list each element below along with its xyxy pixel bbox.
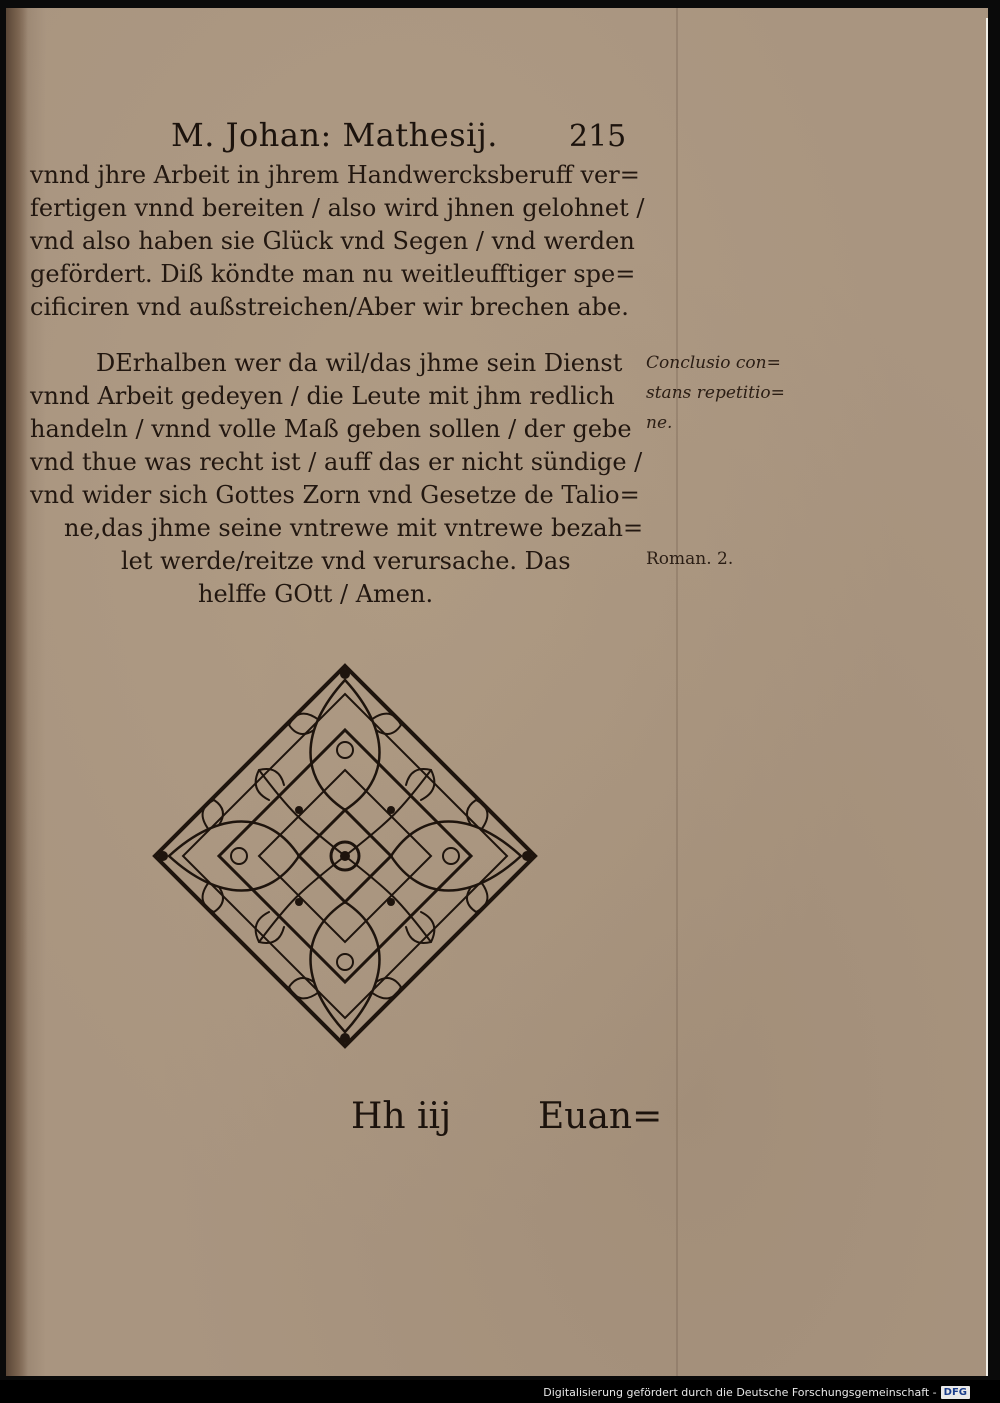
- marginal-note: stans repetitio=: [646, 383, 785, 403]
- body-line: vnnd jhre Arbeit in jhrem Handwercksberuff ver=: [30, 161, 640, 189]
- scan-calibration-strip: [986, 18, 988, 1376]
- conclusion-line: let werde/reitze vnd verursache. Das: [121, 547, 571, 575]
- body-line: gefördert. Diß köndte man nu weitleufftiger spe=: [30, 260, 636, 288]
- conclusion-line: ne,das jhme seine vntrewe mit vntrewe bezah=: [64, 514, 644, 542]
- conclusion-line: vnd wider sich Gottes Zorn vnd Gesetze de Talio=: [30, 481, 640, 509]
- body-line: vnd also haben sie Glück vnd Segen / vnd werden: [30, 227, 635, 255]
- marginal-note: ne.: [646, 413, 673, 433]
- signature-mark: Hh iij: [351, 1096, 452, 1137]
- book-page: [6, 8, 988, 1376]
- dfg-logo-icon: DFG: [941, 1386, 970, 1399]
- marginal-note: Conclusio con=: [646, 353, 781, 373]
- page-fold: [676, 8, 678, 1376]
- body-line: fertigen vnnd bereiten / also wird jhnen gelohnet /: [30, 194, 645, 222]
- conclusion-line: vnd thue was recht ist / auff das er nicht sündige /: [30, 448, 643, 476]
- page-number: 215: [569, 119, 627, 154]
- conclusion-line: helffe GOtt / Amen.: [198, 580, 434, 608]
- conclusion-line: vnnd Arbeit gedeyen / die Leute mit jhm redlich: [30, 382, 615, 410]
- credit-text: Digitalisierung gefördert durch die Deutsche Forschungsgemeinschaft -: [543, 1386, 937, 1399]
- body-line: cificiren vnd außstreichen/Aber wir brechen abe.: [30, 293, 629, 321]
- marginal-note: Roman. 2.: [646, 549, 734, 569]
- conclusion-line: DErhalben wer da wil/das jhme sein Dienst: [96, 349, 623, 377]
- binding-shadow: [6, 8, 28, 1376]
- running-head: M. Johan: Mathesij.: [171, 116, 498, 154]
- funding-credit: [543, 1386, 970, 1399]
- conclusion-line: handeln / vnnd volle Maß geben sollen / der gebe: [30, 415, 632, 443]
- catchword: Euan=: [538, 1096, 663, 1137]
- ornament-icon: [149, 660, 541, 1052]
